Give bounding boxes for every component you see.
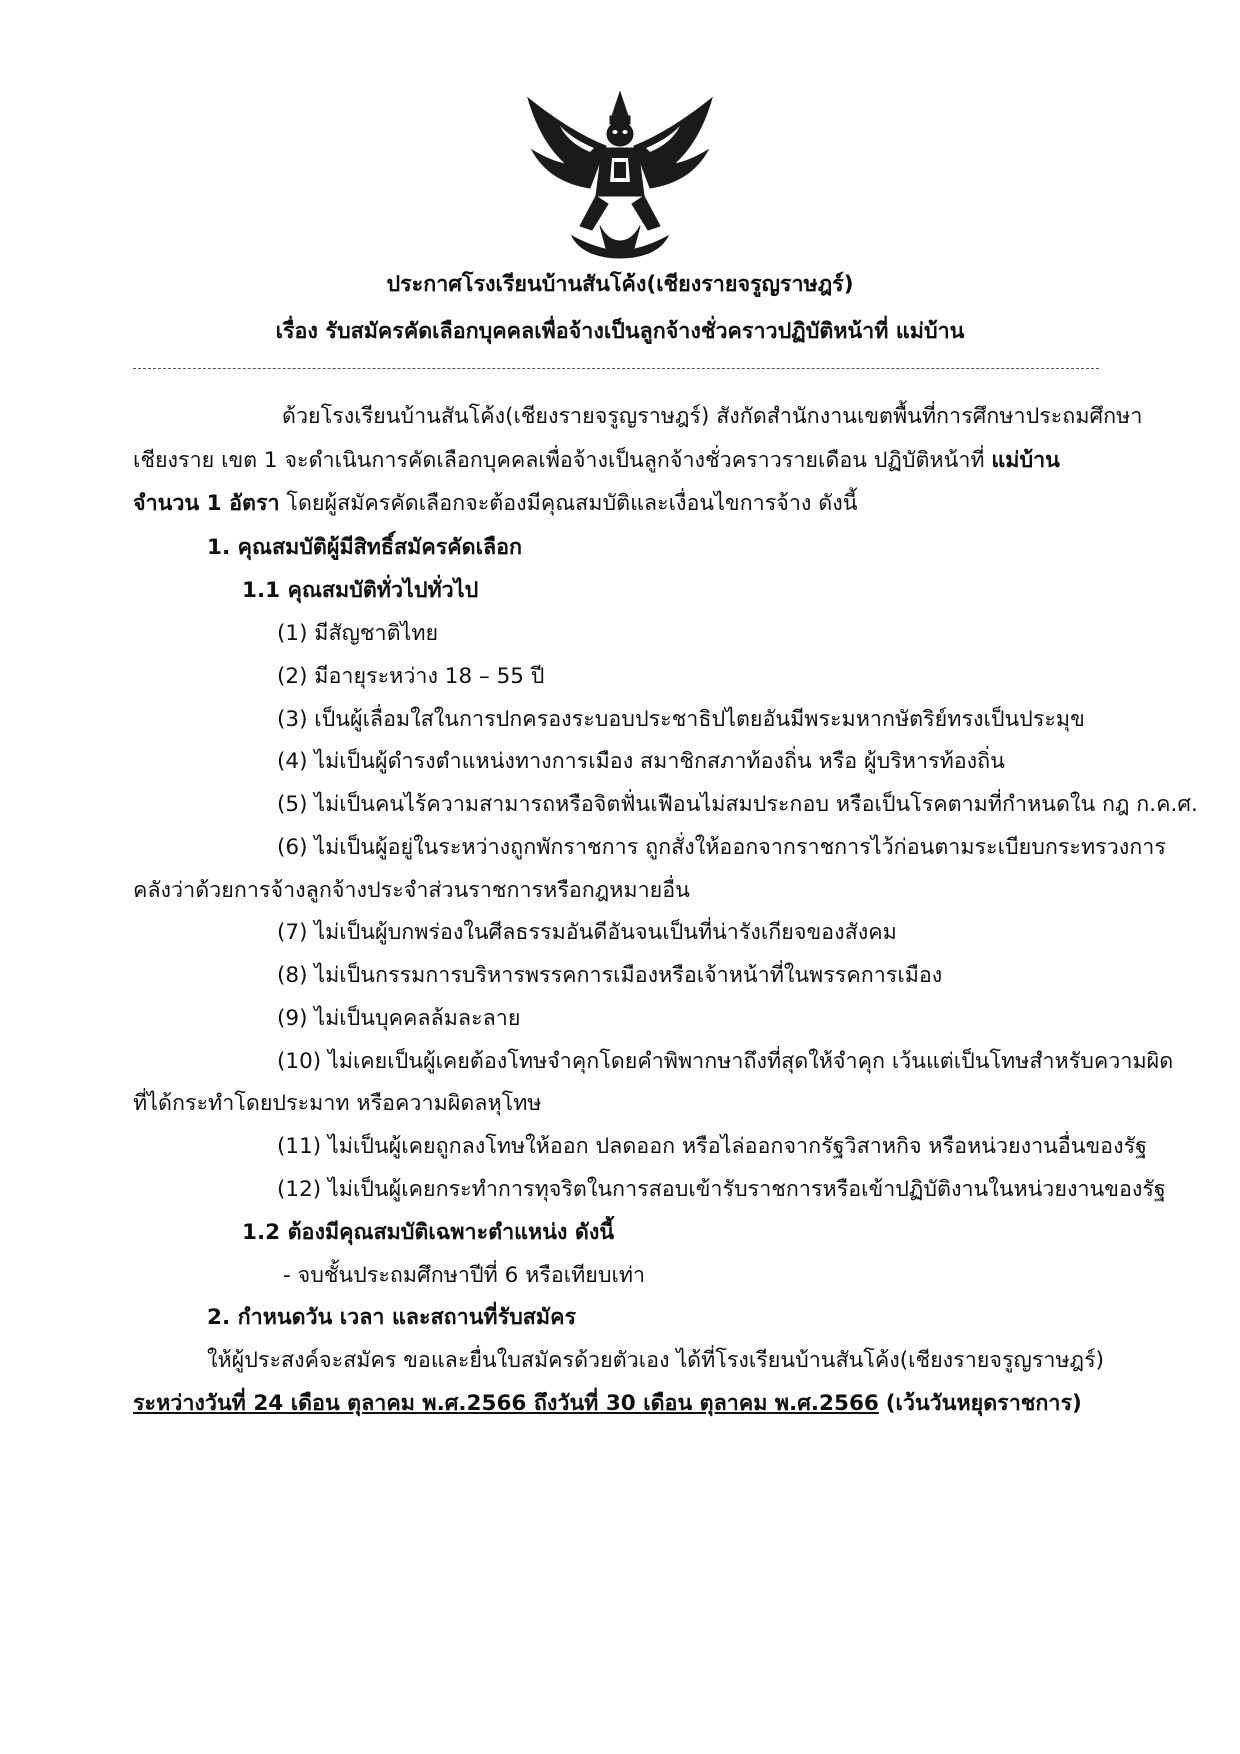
qualification-item-continued: ที่ได้กระทำโดยประมาท หรือความผิดลหุโทษ (133, 1091, 542, 1116)
garuda-emblem-icon (520, 86, 720, 260)
announcement-subject: เรื่อง รับสมัครคัดเลือกบุคคลเพื่อจ้างเป็นลูกจ้างชั่วคราวปฏิบัติหน้าที่ แม่บ้าน (275, 319, 965, 344)
qualification-item: (8) ไม่เป็นกรรมการบริหารพรรคการเมืองหรือเจ้าหน้าที่ในพรรคการเมือง (277, 963, 943, 988)
section-2-line-2 (133, 1389, 1082, 1419)
intro-line-1: ด้วยโรงเรียนบ้านสันโค้ง(เชียงรายจรูญราษฎร์) สังกัดสำนักงานเขตพื้นที่การศึกษาประถมศึกษา (282, 404, 1143, 429)
application-period: ระหว่างวันที่ 24 เดือน ตุลาคม พ.ศ.2566 ถึงวันที่ 30 เดือน ตุลาคม พ.ศ.2566 (133, 1391, 879, 1416)
qualification-item: (3) เป็นผู้เลื่อมใสในการปกครองระบอบประชาธิปไตยอันมีพระมหากษัตริย์ทรงเป็นประมุข (277, 707, 1085, 732)
intro-line-3-text: โดยผู้สมัครคัดเลือกจะต้องมีคุณสมบัติและเงื่อนไขการจ้าง ดังนี้ (286, 491, 858, 516)
announcement-title: ประกาศโรงเรียนบ้านสันโค้ง(เชียงรายจรูญราษฎร์) (386, 272, 854, 297)
qualification-item: (9) ไม่เป็นบุคคลล้มละลาย (277, 1006, 521, 1031)
holiday-note: (เว้นวันหยุดราชการ) (885, 1391, 1082, 1416)
qualification-item: (10) ไม่เคยเป็นผู้เคยต้องโทษจำคุกโดยคำพิพากษาถึงที่สุดให้จำคุก เว้นแต่เป็นโทษสำหรับความผิด (277, 1049, 1174, 1074)
intro-line-3 (133, 489, 857, 519)
qualification-item: (6) ไม่เป็นผู้อยู่ในระหว่างถูกพักราชการ ถูกสั่งให้ออกจากราชการไว้ก่อนตามระเบียบกระทรวงการ (277, 835, 1166, 860)
qualification-item: (4) ไม่เป็นผู้ดำรงตำแหน่งทางการเมือง สมาชิกสภาท้องถิ่น หรือ ผู้บริหารท้องถิ่น (277, 749, 1005, 774)
section-1-2-heading: 1.2 ต้องมีคุณสมบัติเฉพาะตำแหน่ง ดังนี้ (242, 1220, 615, 1245)
qualification-item-continued: คลังว่าด้วยการจ้างลูกจ้างประจำส่วนราชการหรือกฎหมายอื่น (133, 878, 690, 903)
section-2-line-1: ให้ผู้ประสงค์จะสมัคร ขอและยื่นใบสมัครด้วยตัวเอง ได้ที่โรงเรียนบ้านสันโค้ง(เชียงรายจรูญราษฎร์) (207, 1348, 1105, 1373)
qualification-item: (11) ไม่เป็นผู้เคยถูกลงโทษให้ออก ปลดออก หรือไล่ออกจากรัฐวิสาหกิจ หรือหน่วยงานอื่นของรัฐ (277, 1134, 1148, 1159)
section-1-heading: 1. คุณสมบัติผู้มีสิทธิ์สมัครคัดเลือก (207, 535, 523, 560)
intro-line-2-text: เชียงราย เขต 1 จะดำเนินการคัดเลือกบุคคลเพื่อจ้างเป็นลูกจ้างชั่วคราวรายเดือน ปฏิบัติหน้าที่ (133, 448, 985, 473)
qualification-item: (1) มีสัญชาติไทย (277, 621, 439, 646)
intro-line-2 (133, 446, 1060, 476)
qualification-item: (7) ไม่เป็นผู้บกพร่องในศีลธรรมอันดีอันจนเป็นที่น่ารังเกียจของสังคม (277, 920, 897, 945)
qualification-item: (5) ไม่เป็นคนไร้ความสามารถหรือจิตฟั่นเฟือนไม่สมประกอบ หรือเป็นโรคตามที่กำหนดใน กฎ ก.ค.ศ. (277, 792, 1198, 817)
qualification-item: (2) มีอายุระหว่าง 18 – 55 ปี (277, 664, 545, 689)
section-2-heading: 2. กำหนดวัน เวลา และสถานที่รับสมัคร (207, 1305, 577, 1330)
section-1-1-heading: 1.1 คุณสมบัติทั่วไปทั่วไป (242, 578, 479, 603)
intro-quota: จำนวน 1 อัตรา (133, 491, 280, 516)
specific-qualification-item: - จบชั้นประถมศึกษาปีที่ 6 หรือเทียบเท่า (283, 1263, 646, 1288)
dashed-divider (133, 368, 1099, 369)
intro-position: แม่บ้าน (991, 448, 1060, 473)
qualification-item: (12) ไม่เป็นผู้เคยกระทำการทุจริตในการสอบเข้ารับราชการหรือเข้าปฏิบัติงานในหน่วยงานของรัฐ (277, 1177, 1166, 1202)
